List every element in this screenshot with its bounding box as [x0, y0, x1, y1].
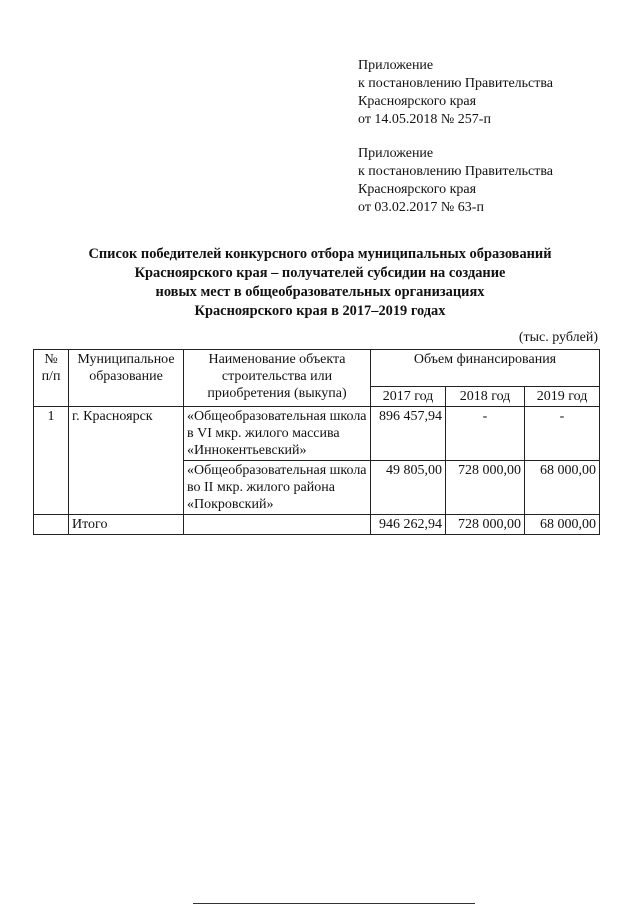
header-2019: 2019 год: [525, 387, 600, 407]
total-object-empty: [184, 515, 371, 535]
header-object: Наименование объекта строительства или приобретения (выкупа): [184, 350, 371, 407]
units-label: (тыс. рублей): [518, 330, 598, 345]
document-title: [40, 245, 600, 321]
title-line: Список победителей конкурсного отбора муниципальных образований: [88, 246, 552, 262]
header-2017: 2017 год: [371, 387, 446, 407]
total-num-empty: [34, 515, 69, 535]
appendix-line: от 14.05.2018 № 257-п: [358, 112, 491, 127]
appendix-note-original: [358, 145, 628, 217]
appendix-line: к постановлению Правительства: [358, 76, 554, 91]
total-label: Итого: [69, 515, 184, 535]
row-2017: 49 805,00: [371, 461, 446, 515]
row-2018: -: [446, 407, 525, 461]
table-row: [34, 407, 600, 461]
page-bottom-rule: [193, 903, 475, 904]
row-municipality: г. Красноярск: [69, 407, 184, 515]
header-municipality: Муниципальное образование: [69, 350, 184, 407]
header-num: № п/п: [34, 350, 69, 407]
row-2017: 896 457,94: [371, 407, 446, 461]
row-2019: -: [525, 407, 600, 461]
row-object: «Общеобразовательная школа в VI мкр. жилого массива «Иннокентьевский»: [184, 407, 371, 461]
row-object: «Общеобразовательная школа во II мкр. жилого района «Покровский»: [184, 461, 371, 515]
total-2018: 728 000,00: [446, 515, 525, 535]
appendix-line: Красноярского края: [358, 182, 477, 197]
header-row: [34, 350, 600, 387]
row-2019: 68 000,00: [525, 461, 600, 515]
header-financing: Объем финансирования: [371, 350, 600, 387]
appendix-line: Приложение: [358, 146, 434, 161]
title-line: новых мест в общеобразовательных организациях: [155, 284, 485, 300]
total-row: [34, 515, 600, 535]
title-line: Красноярского края в 2017–2019 годах: [194, 303, 446, 319]
row-2018: 728 000,00: [446, 461, 525, 515]
total-2019: 68 000,00: [525, 515, 600, 535]
title-line: Красноярского края – получателей субсидии на создание: [134, 265, 506, 281]
appendix-note-current: [358, 57, 628, 129]
appendix-line: от 03.02.2017 № 63-п: [358, 200, 484, 215]
winners-table: [33, 349, 600, 535]
header-2018: 2018 год: [446, 387, 525, 407]
row-num: 1: [34, 407, 69, 515]
appendix-line: Приложение: [358, 58, 434, 73]
appendix-line: Красноярского края: [358, 94, 477, 109]
total-2017: 946 262,94: [371, 515, 446, 535]
appendix-line: к постановлению Правительства: [358, 164, 554, 179]
